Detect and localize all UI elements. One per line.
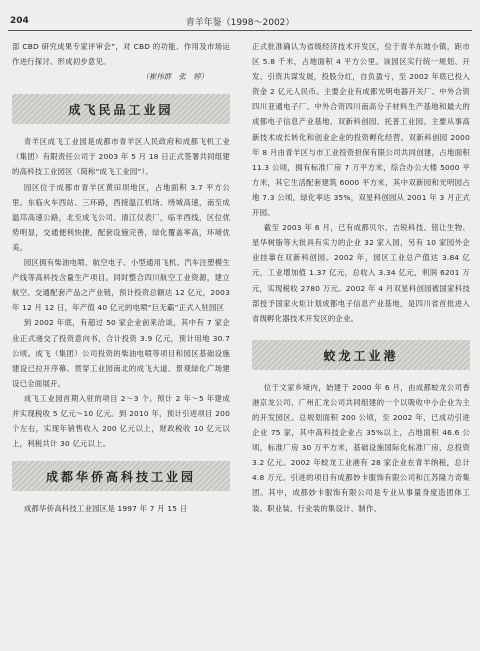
section-title: 蛟龙工业港 [323, 348, 399, 363]
section-banner-chengfei [12, 94, 230, 124]
right-column [252, 39, 470, 516]
section-banner-huaqiao [12, 461, 230, 491]
header-rule [8, 30, 472, 31]
paragraph: 成飞工业园首期入驻的项目 2～3 个。预计 2 年～5 年建成并实现税收 5 亿元～10 亿元。到 2010 年，预计引进项目 200 个左右，实现年销售收入 200 亿元以上，财政税收 10 亿元以上，利税共计 30 亿元以上。 [12, 393, 230, 449]
paragraph: 到 2002 年底，有超过 50 家企业前来洽谈，其中有 7 家企业正式递交了投资意向书，合计投资 3.9 亿元，预计用地 30.7 公顷。成飞（集团）公司投资的柴油电喷等项目和园区基础设施建设已拉开序幕。贯穿工业园南北的成飞大道、景观绿化广场建设已全面展开。 [12, 318, 230, 388]
paragraph: 位于文家乡境内，始建于 2000 年 6 月，由成都蛟龙公司香港京龙公司、广州汇龙公司共同组建的一个以吸收中小企业为主的开发园区。总规划面积 200 公顷，至 2002 年，已成功引进企业 75 家，其中高科技企业占 35%以上，占地面积 46.6 公顷，标准厂房 30 万平方米，基础设施国际化标准厂房，总投资 3.2 亿元。2002 年蛟龙工业港有 28 家企业在青羊纳税，总计 4.8 万元。引进的项目有成都妙卡服饰有限公司和江苏隆力奇集团。其中，成都妙卡服饰有限公司是专业从事量身度造团体工装、职业装、行业装的集设计、制作、 [252, 382, 470, 513]
paragraph: 青羊区成飞工业园是成都市青羊区人民政府和成都飞机工业（集团）有限责任公司于 2003 年 5 月 18 日正式签署共同组建的高科技工业园区（简称“成飞工业园”）。 [12, 137, 230, 177]
author-signature: （崔伟群 张 婷） [141, 72, 208, 82]
section-title: 成都华侨高科技工业园 [45, 470, 196, 485]
paragraph: 正式批准确认为省级经济技术开发区，位于青羊东坡小镇，距市区 5.8 千米，占地面积 4 平方公里。该园区实行统一规划、开发、引资共谋发展，投股分红，自负盈亏，至 2002 年底已投入资金 2 亿元人民币。主要企业有成都光明电器开关厂、中外合资四川亚通电子厂、中外合资四川南高分子材料生产基地和最大的成都电子信息产业基地、双新科创园、托普工业园。主要从事高新技术成长转化和创业企业的投资孵化经营。双新科创园 2000 年 8 月由青羊区与市工业投资担保有限公司共同创建，占地面积 11.3 公顷，拥有标准厂房 7 万平方米，综合办公大楼 5000 平方米，其它生活配套建筑 6000 平方米，其中双新园和光明园占地 7.3 公顷，绿化率达 35%，双星科创园从 2001 年 3 月正式开园。 [252, 42, 470, 218]
section-title: 成飞民品工业园 [68, 103, 174, 118]
intro-paragraph: 部 CBD 研究成果专家评审会”，对 CBD 的功能、作用及市场运作进行探讨、形成初步意见。 [12, 42, 230, 67]
running-title: 青羊年鉴（1998～2002） [185, 18, 295, 28]
section-banner-jiaolong [252, 340, 470, 370]
left-column [12, 39, 230, 516]
paragraph: 成都华侨高科技工业园区是 1997 年 7 月 15 日 [23, 504, 188, 514]
paragraph: 截至 2003 年 6 月，已有成都贝尔、吉锐科技、铭让生物、星华树脂等大批具有实力的企业 32 家入园，另有 10 家园外企业挂靠在双新科创园。2002 年，园区工业总产值达 3.84 亿元，工业增加值 1.37 亿元，总收入 3.34 亿元，利润 6201 万元，实现税收 2780 万元。2002 年 4 月双星科创园被国家科技部授予国家火炬计划成都电子信息产业基地，是四川省首批进入省级孵化器技术开发区的企业。 [252, 223, 470, 323]
paragraph: 园区拥有柴油电喷、航空电子、小型通用飞机、汽车注塑模生产线等高科技含量生产项目。同时整合四川航空工业资源，建立航空、交通配套产品之产业链，预计投资总额达 12 亿元，2003 年 12 月 12 日，年产值 40 亿元的电喷“巨无霸”正式入驻园区 [12, 258, 230, 313]
paragraph: 园区位于成都市青羊区黄田坝地区，占地面积 3.7 平方公里。东临火车西站、三环路，西接温江机场、绕城高速，南至成温邛高速公路，北至成飞公司、清江仪表厂，临羊西线，区位优势明显，交通便利快捷，配套设施完善，绿化覆盖率高，环境优美。 [12, 182, 230, 252]
page-number: 204 [10, 16, 29, 26]
